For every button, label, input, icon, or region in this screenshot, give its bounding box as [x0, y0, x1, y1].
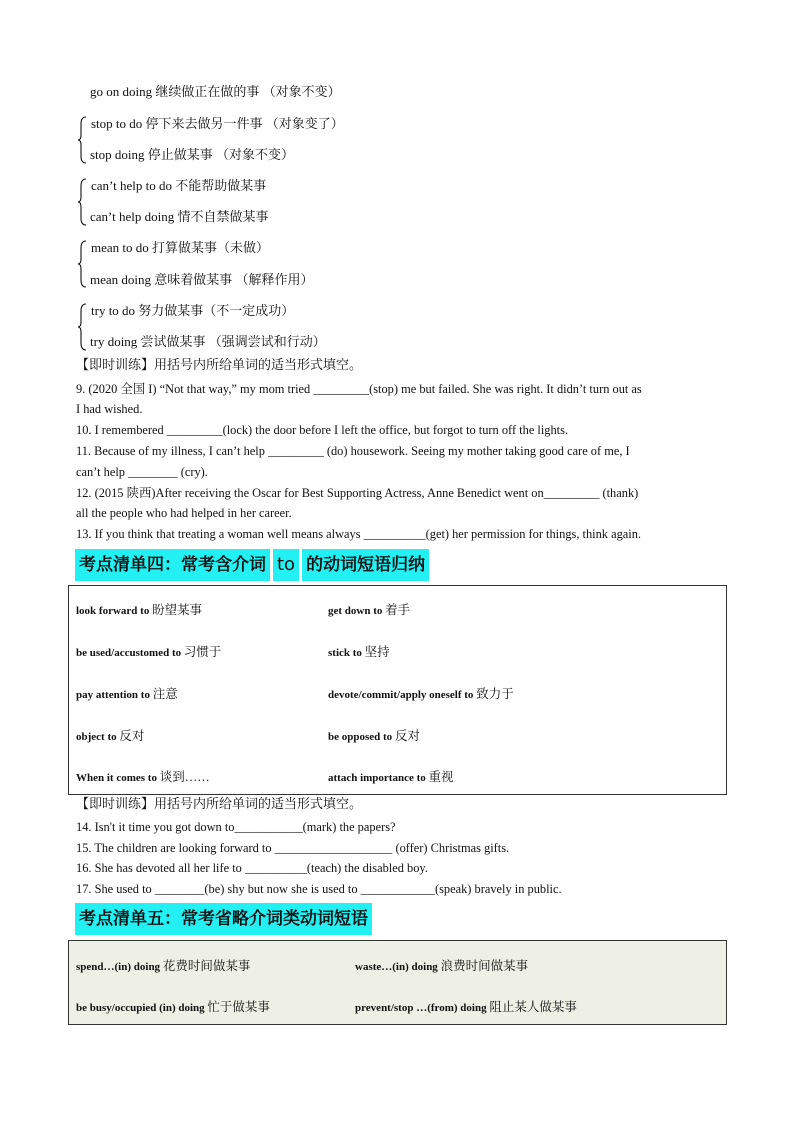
brace-icon [78, 303, 87, 351]
phrase-item: waste…(in) doing 浪费时间做某事 [355, 959, 529, 973]
phrase-item: object to 反对 [76, 729, 145, 743]
question-9-cont: I had wished. [76, 402, 143, 416]
brace-icon [78, 240, 87, 288]
try-doing-line: try doing 尝试做某事 （强调尝试和行动） [90, 334, 326, 349]
question-9: 9. (2020 全国 I) “Not that way,” my mom tried _________(stop) me but failed. She was right. It didn’t turn out as [76, 382, 642, 396]
phrase-item: prevent/stop …(from) doing 阻止某人做某事 [355, 1000, 577, 1014]
section-5-heading [75, 903, 372, 935]
question-12-cont: all the people who had helped in her career. [76, 506, 292, 520]
phrase-item: be busy/occupied (in) doing 忙于做某事 [76, 1000, 270, 1014]
phrase-item: pay attention to 注意 [76, 687, 178, 701]
question-12: 12. (2015 陕西)After receiving the Oscar for Best Supporting Actress, Anne Benedict went on_________ (thank) [76, 486, 639, 500]
mean-to-do-line: mean to do 打算做某事（未做） [91, 240, 270, 255]
section-4-heading-part: 的动词短语归纳 [306, 555, 426, 575]
section-4-box [68, 585, 727, 795]
phrase-item: be used/accustomed to 习惯于 [76, 645, 222, 659]
phrase-item: be opposed to 反对 [328, 729, 420, 743]
phrase-item: attach importance to 重视 [328, 770, 454, 784]
mean-doing-line: mean doing 意味着做某事 （解释作用） [90, 272, 314, 287]
section-5-heading-text: 考点清单五：常考省略介词类动词短语 [79, 909, 368, 929]
question-10: 10. I remembered _________(lock) the door before I left the office, but forgot to turn off the lights. [76, 423, 569, 437]
section-4-heading-to: to [277, 554, 296, 575]
section-4-heading-part: 考点清单四：常考含介词 [79, 555, 266, 575]
question-16: 16. She has devoted all her life to __________(teach) the disabled boy. [76, 861, 428, 875]
cant-help-doing-line: can’t help doing 情不自禁做某事 [90, 209, 269, 224]
brace-icon [78, 116, 87, 164]
phrase-item: devote/commit/apply oneself to 致力于 [328, 687, 514, 701]
cant-help-to-do-line: can’t help to do 不能帮助做某事 [91, 178, 267, 193]
question-14: 14. Isn't it time you got down to___________(mark) the papers? [76, 820, 396, 834]
brace-icon [78, 178, 87, 226]
phrase-item: stick to 坚持 [328, 645, 390, 659]
section-5-box [68, 940, 727, 1025]
phrase-item: spend…(in) doing 花费时间做某事 [76, 959, 251, 973]
phrase-item: get down to 着手 [328, 603, 411, 617]
question-11-cont: can’t help ________ (cry). [76, 465, 208, 479]
question-15: 15. The children are looking forward to ___________________ (offer) Christmas gifts. [76, 841, 510, 855]
practice-title: 【即时训练】用括号内所给单词的适当形式填空。 [76, 358, 363, 373]
practice-title: 【即时训练】用括号内所给单词的适当形式填空。 [76, 797, 363, 812]
phrase-item: look forward to 盼望某事 [76, 603, 203, 617]
section-4-heading [75, 549, 429, 581]
go-on-doing-line: go on doing 继续做正在做的事 （对象不变） [90, 84, 341, 99]
phrase-item: When it comes to 谈到…… [76, 770, 210, 784]
try-to-do-line: try to do 努力做某事（不一定成功） [91, 303, 295, 318]
question-11: 11. Because of my illness, I can’t help _________ (do) housework. Seeing my mother taking good care of me, I [76, 444, 630, 458]
question-13: 13. If you think that treating a woman well means always __________(get) her permission for things, think again. [76, 527, 642, 541]
stop-to-do-line: stop to do 停下来去做另一件事 （对象变了） [91, 116, 344, 131]
question-17: 17. She used to ________(be) shy but now she is used to ____________(speak) bravely in public. [76, 882, 562, 896]
stop-doing-line: stop doing 停止做某事 （对象不变） [90, 147, 295, 162]
